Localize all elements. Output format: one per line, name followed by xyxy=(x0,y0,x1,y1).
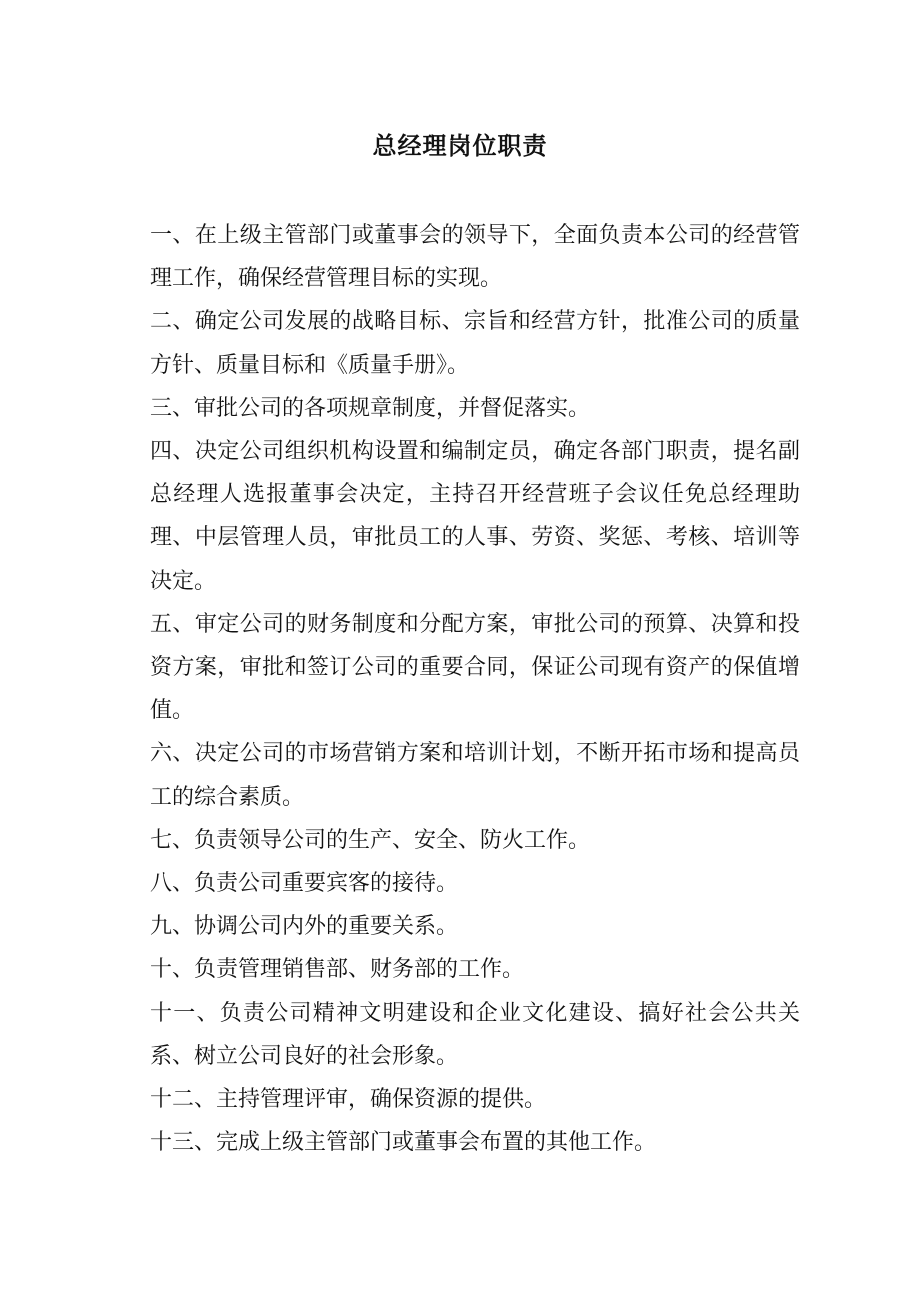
clause-12: 十二、主持管理评审，确保资源的提供。 xyxy=(150,1087,547,1113)
clause-6: 六、决定公司的市场营销方案和培训计划，不断开拓市场和提高员工的综合素质。 xyxy=(150,741,800,810)
clause-11: 十一、负责公司精神文明建设和企业文化建设、搞好社会公共关系、树立公司良好的社会形象。 xyxy=(150,1000,800,1069)
clause-13: 十三、完成上级主管部门或董事会布置的其他工作。 xyxy=(150,1130,657,1156)
clause-2: 二、确定公司发展的战略目标、宗旨和经营方针，批准公司的质量方针、质量目标和《质量手册》。 xyxy=(150,309,800,378)
clause-7: 七、负责领导公司的生产、安全、防火工作。 xyxy=(150,827,591,853)
document-title: 总经理岗位职责 xyxy=(372,131,548,160)
clause-3: 三、审批公司的各项规章制度，并督促落实。 xyxy=(150,395,591,421)
clause-10: 十、负责管理销售部、财务部的工作。 xyxy=(150,957,525,983)
clause-8: 八、负责公司重要宾客的接待。 xyxy=(150,871,459,897)
clause-9: 九、协调公司内外的重要关系。 xyxy=(150,914,459,940)
clause-4: 四、决定公司组织机构设置和编制定员，确定各部门职责，提名副总经理人选报董事会决定，主持召开经营班子会议任免总经理助理、中层管理人员，审批员工的人事、劳资、奖惩、考核、培训等决定。 xyxy=(150,439,800,594)
document-body xyxy=(150,214,800,1164)
clause-1: 一、在上级主管部门或董事会的领导下，全面负责本公司的经营管理工作，确保经营管理目标的实现。 xyxy=(150,223,800,292)
clause-5: 五、审定公司的财务制度和分配方案，审批公司的预算、决算和投资方案，审批和签订公司的重要合同，保证公司现有资产的保值增值。 xyxy=(150,611,800,724)
